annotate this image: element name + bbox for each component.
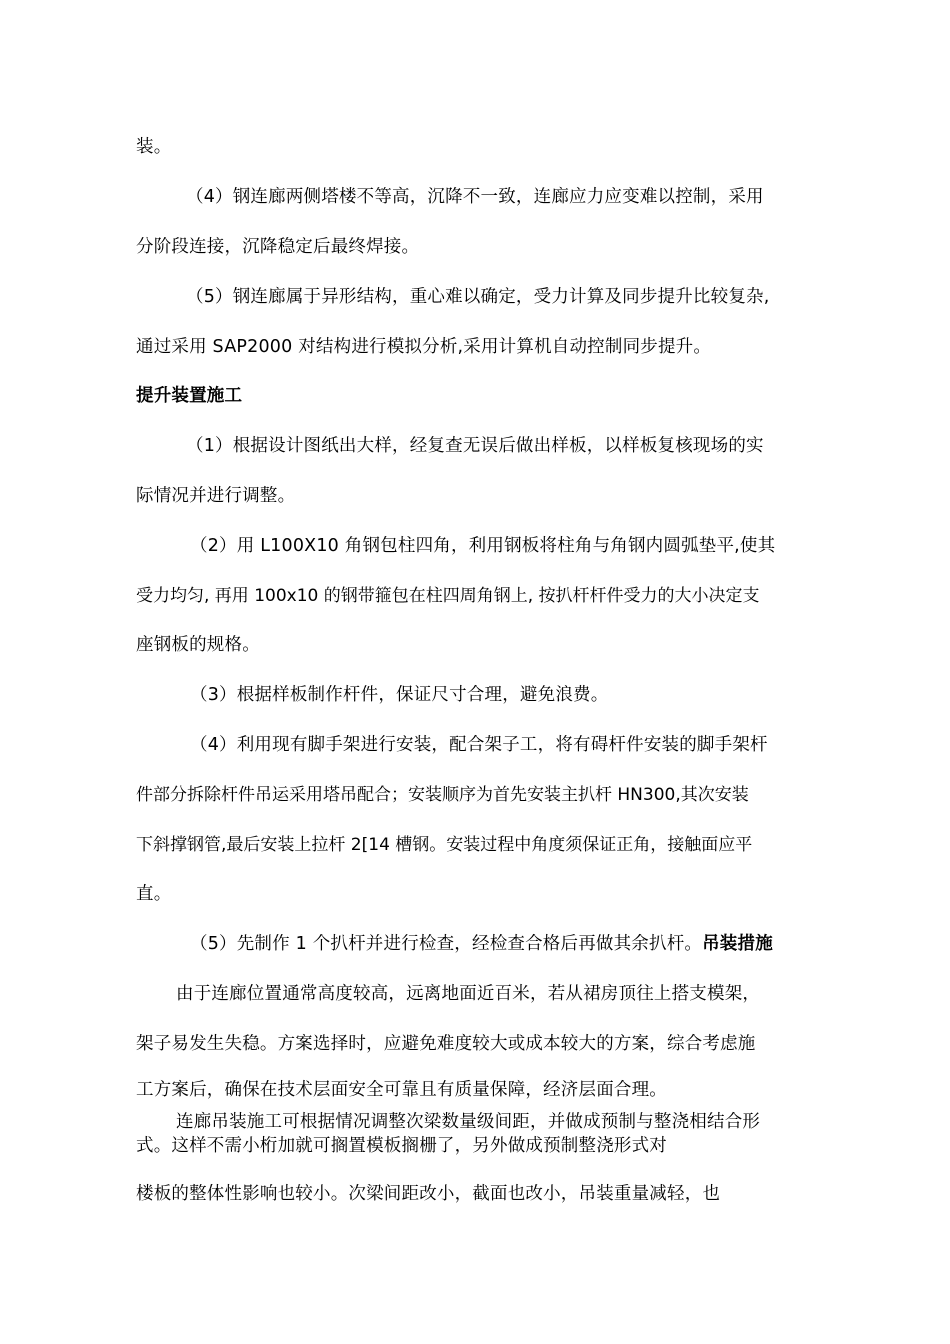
item-5-text: （5）先制作 1 个扒杆并进行检查，经检查合格后再做其余扒杆。 [190, 934, 703, 954]
hoisting-paragraph-2-line-2: 式。这样不需小桁加就可搁置模板搁栅了，另外做成预制整浇形式对 [136, 1136, 667, 1156]
item-2-line-1: （2）用 L100X10 角钢包柱四角，利用钢板将柱角与角钢内圆弧垫平,使其 [190, 536, 776, 556]
item-4-line-1: （4）利用现有脚手架进行安装，配合架子工，将有碍杆件安装的脚手架杆 [190, 735, 768, 755]
section-heading: 提升装置施工 [136, 386, 243, 406]
item-2-line-3: 座钢板的规格。 [136, 635, 260, 655]
item-5-line-1 [190, 933, 773, 955]
paragraph-4-line-1: （4）钢连廊两侧塔楼不等高，沉降不一致，连廊应力应变难以控制，采用 [186, 187, 764, 207]
hoisting-heading: 吊装措施 [702, 934, 773, 954]
hoisting-paragraph-line-3: 工方案后，确保在技术层面安全可靠且有质量保障，经济层面合理。 [136, 1080, 667, 1100]
paragraph-5-line-2: 通过采用 SAP2000 对结构进行模拟分析,采用计算机自动控制同步提升。 [136, 337, 712, 357]
hoisting-paragraph-2-line-3: 楼板的整体性影响也较小。次梁间距改小，截面也改小，吊装重量减轻，也 [136, 1184, 721, 1204]
item-1-line-1: （1）根据设计图纸出大样，经复查无误后做出样板，以样板复核现场的实 [186, 436, 764, 456]
text-line: 装。 [136, 137, 172, 157]
hoisting-paragraph-line-1: 由于连廊位置通常高度较高，远离地面近百米，若从裙房顶往上搭支模架， [176, 984, 761, 1004]
item-4-line-4: 直。 [136, 884, 172, 904]
hoisting-paragraph-line-2: 架子易发生失稳。方案选择时，应避免难度较大或成本较大的方案，综合考虑施 [136, 1034, 756, 1054]
paragraph-4-line-2: 分阶段连接，沉降稳定后最终焊接。 [136, 237, 420, 257]
item-1-line-2: 际情况并进行调整。 [136, 486, 296, 506]
item-2-line-2: 受力均匀, 再用 100x10 的钢带箍包在柱四周角钢上, 按扒杆杆件受力的大小决定支 [136, 586, 760, 606]
hoisting-paragraph-2-line-1: 连廊吊装施工可根据情况调整次梁数量级间距，并做成预制与整浇相结合形 [176, 1112, 761, 1132]
item-4-line-3: 下斜撑钢管,最后安装上拉杆 2[14 槽钢。安装过程中角度须保证正角，接触面应平 [136, 835, 753, 855]
item-3-line-1: （3）根据样板制作杆件，保证尺寸合理，避免浪费。 [190, 685, 609, 705]
paragraph-5-line-1: （5）钢连廊属于异形结构，重心难以确定，受力计算及同步提升比较复杂, [186, 287, 770, 307]
item-4-line-2: 件部分拆除杆件吊运采用塔吊配合；安装顺序为首先安装主扒杆 HN300,其次安装 [136, 785, 749, 805]
